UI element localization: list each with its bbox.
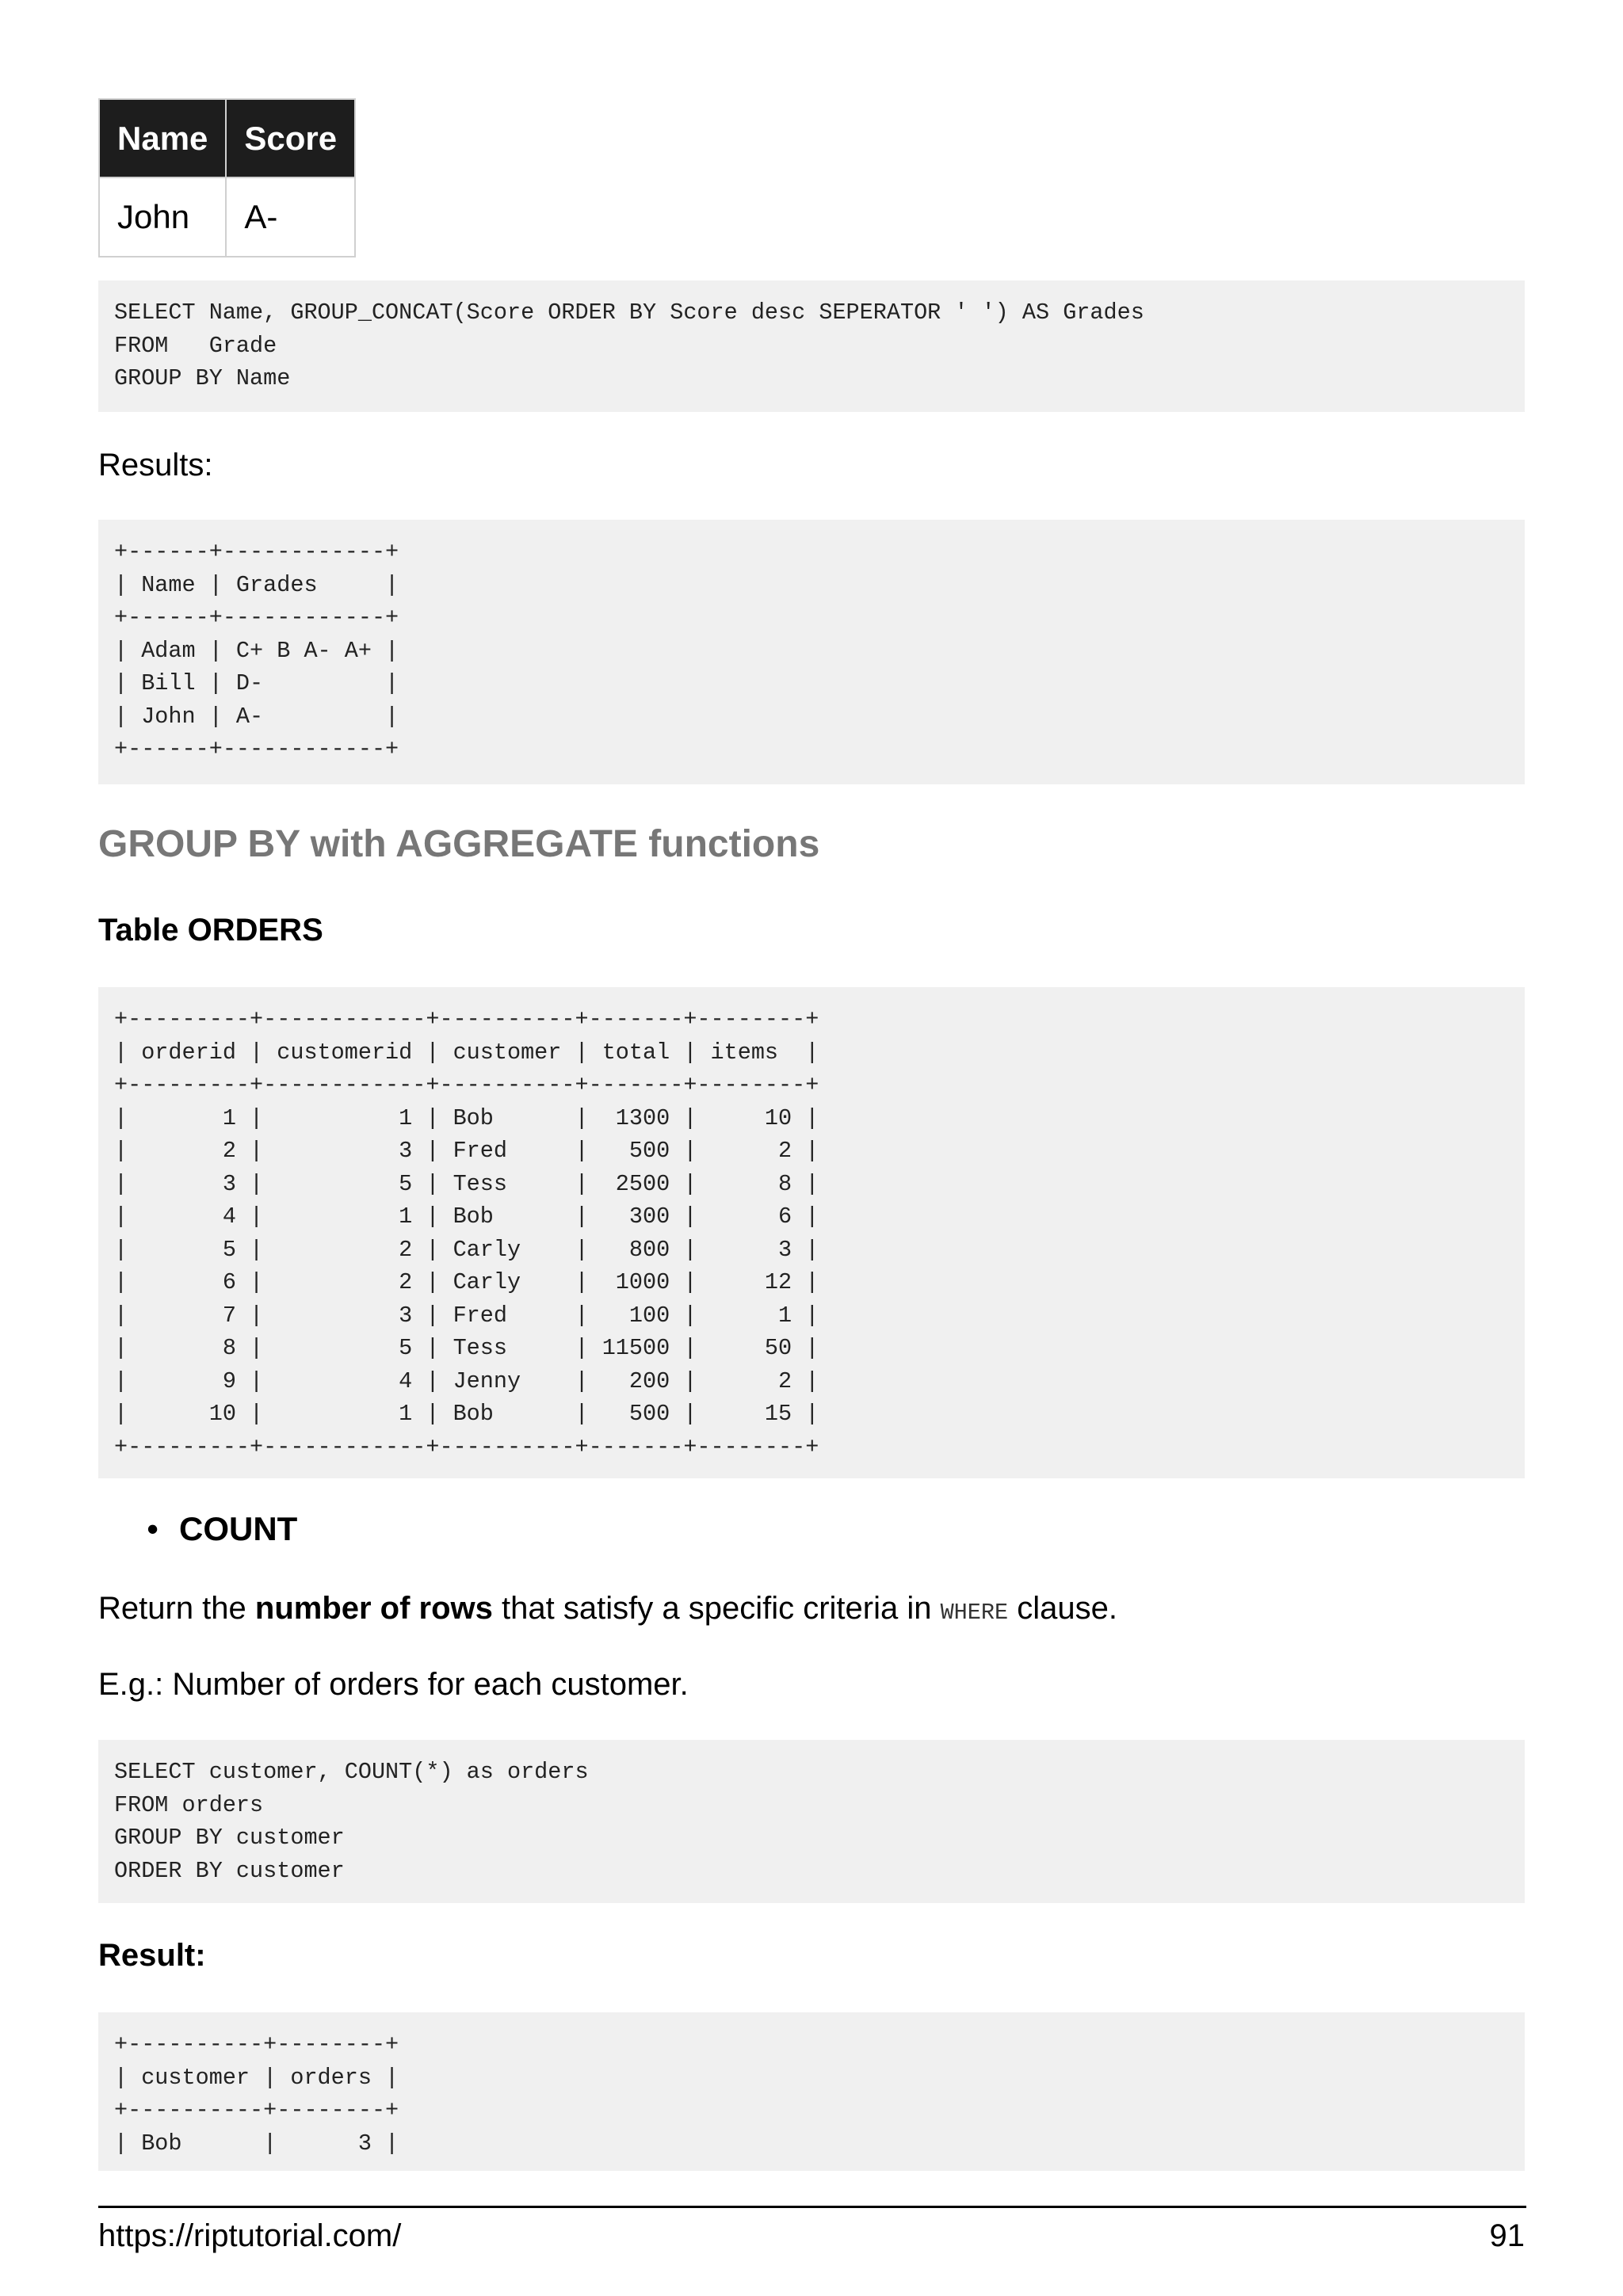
text-span: clause. xyxy=(1008,1591,1117,1626)
inline-code: WHERE xyxy=(940,1600,1009,1626)
footer-divider xyxy=(98,2206,1526,2208)
code-block-count-query: SELECT customer, COUNT(*) as orders FROM orders GROUP BY customer ORDER BY customer xyxy=(98,1740,1525,1903)
code-block-result: +----------+--------+ | customer | orders | +----------+--------+ | Bob | 3 | xyxy=(98,2012,1525,2171)
table-cell: A- xyxy=(226,177,355,257)
table-cell: John xyxy=(99,177,226,257)
example-text: E.g.: Number of orders for each customer. xyxy=(98,1667,689,1702)
aggregate-list xyxy=(98,1510,297,1548)
results-label: Results: xyxy=(98,448,213,482)
bullet-marker: • xyxy=(147,1510,158,1547)
text-span: Return the xyxy=(98,1591,255,1626)
bold-text: number of rows xyxy=(254,1591,493,1626)
page-number: 91 xyxy=(1489,2218,1525,2253)
text-span: that satisfy a specific criteria in xyxy=(492,1591,941,1626)
grade-table xyxy=(98,98,356,257)
section-heading: GROUP BY with AGGREGATE functions xyxy=(98,823,820,865)
grade-table-header: Score xyxy=(226,99,355,177)
list-item xyxy=(98,1510,297,1548)
grade-table-header: Name xyxy=(99,99,226,177)
code-block-group-concat: SELECT Name, GROUP_CONCAT(Score ORDER BY Score desc SEPERATOR ' ') AS Grades FROM Grade GROUP BY Name xyxy=(98,280,1525,412)
bullet-label: COUNT xyxy=(179,1510,298,1547)
grade-table-header-row xyxy=(99,99,355,177)
footer-url: https://riptutorial.com/ xyxy=(98,2218,402,2253)
table-row xyxy=(99,177,355,257)
table-orders-heading: Table ORDERS xyxy=(98,913,323,948)
result-heading: Result: xyxy=(98,1938,206,1973)
count-description xyxy=(98,1589,1117,1632)
code-block-results: +------+------------+ | Name | Grades | +------+------------+ | Adam | C+ B A- A+ | | Bill | D- | | John | A- | +------+------------+ xyxy=(98,520,1525,784)
code-block-orders-table: +---------+------------+----------+-------+--------+ | orderid | customerid | customer | total | items | +---------+------------+----------+-------+--------+ | 1 | 1 | Bob | 1300 | 10 | | 2 | 3 | Fred | 500 | 2 | | 3 | 5 | Tess | 2500 | 8 | | 4 | 1 | Bob | 300 | 6 | | 5 | 2 | Carly | 800 | 3 | | 6 | 2 | Carly | 1000 | 12 | | 7 | 3 | Fred | 100 | 1 | | 8 | 5 | Tess | 11500 | 50 | | 9 | 4 | Jenny | 200 | 2 | | 10 | 1 | Bob | 500 | 15 | +---------+------------+----------+-------+--------+ xyxy=(98,987,1525,1478)
